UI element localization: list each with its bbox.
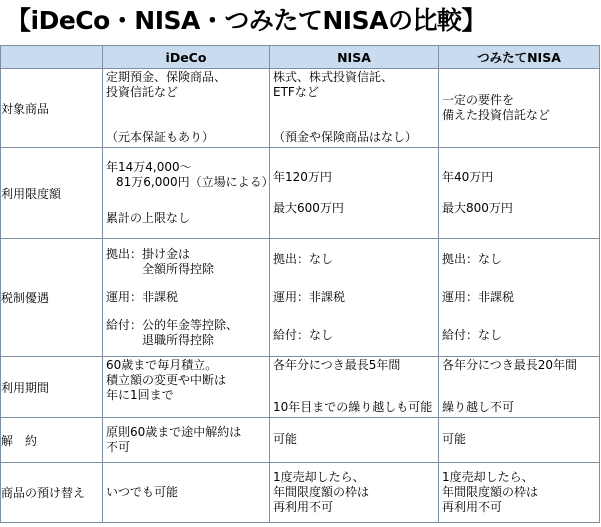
table-row <box>1 418 600 463</box>
table-row <box>1 463 600 523</box>
cell-text: 年間限度額の枠は <box>273 484 370 499</box>
cell-text: 運用：非課税 <box>273 289 346 304</box>
cell-text: 株式、株式投資信託、 <box>273 70 394 84</box>
cell-nisa <box>270 463 439 523</box>
cell-tsumitate <box>439 148 600 239</box>
row-label: 利用期間 <box>1 357 103 418</box>
cell-nisa <box>270 69 439 148</box>
table-row <box>1 148 600 239</box>
comparison-table <box>0 45 600 523</box>
cell-text: 運用：非課税 <box>106 289 179 304</box>
cell-text: 給付：公的年金等控除、 <box>106 317 239 332</box>
cell-text: 各年分につき最長20年間 <box>442 358 578 372</box>
cell-text: 81万6,000円（立場による） <box>116 174 274 189</box>
cell-text: 給付：なし <box>273 327 334 342</box>
cell-text: 拠出：掛け金は <box>106 246 191 261</box>
cell-text: 最大600万円 <box>273 200 344 215</box>
cell-text: 一定の要件を <box>442 92 515 107</box>
row-label: 対象商品 <box>1 69 103 148</box>
cell-ideco <box>103 357 270 418</box>
cell-tsumitate <box>439 418 600 463</box>
cell-tsumitate <box>439 239 600 357</box>
cell-text: 繰り越し不可 <box>442 400 515 414</box>
cell-text: 年120万円 <box>273 169 332 184</box>
row-label: 解 約 <box>1 418 103 463</box>
cell-text: 運用：非課税 <box>442 289 515 304</box>
cell-text: 原則60歳まで途中解約は <box>106 424 242 439</box>
cell-ideco <box>103 69 270 148</box>
cell-nisa <box>270 418 439 463</box>
row-label: 商品の預け替え <box>1 463 103 523</box>
cell-text: 不可 <box>106 439 131 454</box>
cell-text: 全額所得控除 <box>142 261 215 276</box>
cell-text: 1度売却したら、 <box>273 469 365 484</box>
table-row <box>1 357 600 418</box>
row-label: 税制優遇 <box>1 239 103 357</box>
cell-tsumitate <box>439 463 600 523</box>
cell-text: 再利用不可 <box>442 499 503 514</box>
cell-text: 各年分につき最長5年間 <box>273 358 401 372</box>
cell-text: 再利用不可 <box>273 499 334 514</box>
cell-text: （預金や保険商品はなし） <box>273 130 418 144</box>
cell-text: 年間限度額の枠は <box>442 484 539 499</box>
cell-text: 1度売却したら、 <box>442 469 534 484</box>
cell-text: 可能 <box>442 432 467 446</box>
cell-text: ETFなど <box>273 85 319 99</box>
cell-tsumitate <box>439 69 600 148</box>
cell-text: 60歳まで毎月積立。 <box>106 358 218 372</box>
cell-text: 拠出：なし <box>273 251 334 266</box>
table-row <box>1 69 600 148</box>
cell-text: 年14万4,000～ <box>106 159 192 174</box>
cell-text: 可能 <box>273 432 298 446</box>
cell-text: 最大800万円 <box>442 200 513 215</box>
cell-text: （元本保証もあり） <box>106 130 215 144</box>
header-corner <box>1 46 103 69</box>
cell-text: いつでも可能 <box>106 484 179 499</box>
cell-text: 備えた投資信託など <box>442 107 551 122</box>
cell-text: 拠出：なし <box>442 251 503 266</box>
row-label: 利用限度額 <box>1 148 103 239</box>
header-ideco: iDeCo <box>103 46 270 69</box>
cell-nisa <box>270 148 439 239</box>
table-row <box>1 239 600 357</box>
cell-text: 年に1回まで <box>106 388 174 402</box>
cell-ideco <box>103 463 270 523</box>
cell-text: 10年目までの繰り越しも可能 <box>273 400 433 414</box>
cell-ideco <box>103 418 270 463</box>
cell-text: 退職所得控除 <box>142 332 215 347</box>
cell-text: 年40万円 <box>442 169 494 184</box>
cell-nisa <box>270 357 439 418</box>
header-tsumitate-nisa: つみたてNISA <box>439 46 600 69</box>
cell-text: 定期預金、保険商品、 <box>106 70 227 84</box>
cell-tsumitate <box>439 357 600 418</box>
cell-text: 投資信託など <box>106 85 179 99</box>
cell-text: 累計の上限なし <box>106 210 191 225</box>
header-nisa: NISA <box>270 46 439 69</box>
page-title: 【iDeCo・NISA・つみたてNISAの比較】 <box>6 6 486 35</box>
cell-nisa <box>270 239 439 357</box>
cell-ideco <box>103 239 270 357</box>
cell-text: 給付：なし <box>442 327 503 342</box>
cell-ideco <box>103 148 274 239</box>
cell-text: 積立額の変更や中断は <box>106 373 227 387</box>
header-row <box>1 46 600 69</box>
